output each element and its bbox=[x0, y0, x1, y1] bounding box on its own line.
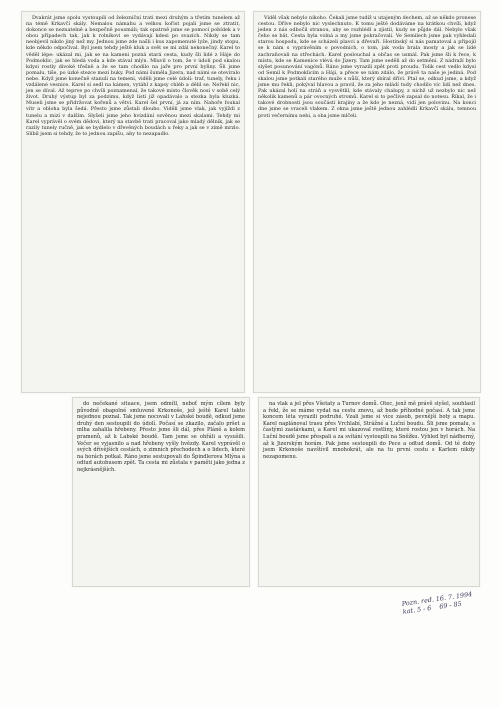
bottom-left-text: do nečekané situace, jsem odmítl, neboť mým cílem byly původně obapolné smluvené Krkonoše, jež ještě Karel takto nejednou poznal. Tak jsme nocovali v Lahské boudě, odkud jsme druhý den sestoupili do údolí. Počasí se zkazilo, začalo pršet a mlha zahalila hřebeny. Přesto jsme šli dál, přes Pláně a kolem pramenů, až k Labské boudě. Tam jsme se ohřáli a vysušili. Večer se vyjasnilo a nad hřebeny vyšly hvězdy. Karel vyprávěl o svých dřívějších cestách, o zimních přechodech a o lidech, které na horách potkal. Ráno jsme sestupovali do Špindlerova Mlýna a odtud autobusem zpět. Ta cesta mi zůstala v paměti jako jedna z nejkrásnějších. bbox=[77, 401, 245, 473]
left-column-text: Dvakrát jsme spolu vystoupili od železniční trati mezi druhým a třetím tunelem až na témě Krkavčí skály. Nemalou námahu a velkou kořist pojali jsme se ztratit, dokonce se neznatelně a bezpečně pousmáli; tak opatrně jsme se pomocí pobídek a v obou případech tak, jak k rolníkovi se vydávají kdesi po svazích. Nikdy se tam neobjevil nikdo jiný než my. Jednou jsme zde našli i kus zapomenuté lyže, jindy stopu, kde někdo odpočíval. Byl jsem tehdy ještě kluk a svět se mi zdál nekonečný. Karel to věděl lépe: ukázal mi, jak se na kameni pozná stará cesta, kudy šli lidé z Háje do Podmoklic, jak se hledá voda a kde stával mlýn. Mluvil o tom, že v údolí pod skalou kdysi rostly divoké třešně a že se tam chodilo na jaře pro první byliny. Šli jsme pomalu, tiše, po úzké stezce mezi buky. Pod námi šuměla Jizera, nad námi se otevíralo nebe. Když jsme konečně stanuli na temeni, viděli jsme celé údolí: trať, tunely, řeku i vzdálené vesnice. Karel si sedl na kámen, vytáhl z kapsy chléb a dělil se. Neřekl nic, jen se díval. Až teprve po chvíli poznamenal, že takové místo člověk nosí v sobě celý život. Druhý výstup byl za podzimu, když listí již opadávalo a stezka byla kluzká. Museli jsme se přidržovat kořenů a větví. Karel šel první, já za ním. Nahoře foukal vítr a obloha byla šedá. Přesto jsme zůstali dlouho. Viděli jsme vlak, jak vyjíždí z tunelu a mizí v dalším. Slyšeli jsme jeho hvízdání ozvěnou mezi skalami. Tehdy mi Karel vyprávěl o svém dědovi, který na stavbě trati pracoval jako mladý dělník, jak se razily tunely ručně, jak se bydlelo v dřevěných boudách u řeky a jak se v zimě mrzlo. Slíbil jsem si tehdy, že to jednou zapíšu, aby to nezapadlo. bbox=[26, 15, 240, 137]
handwritten-note: Pozn. red. 16. 7. 1994 kat. 5 - 6 69 - 85 bbox=[401, 590, 473, 616]
right-column-text: Viděl však nebylo nikoho. Čekali jsme tudíž u utajeným dechem, až se někdo pronese cestou. Dříve nebylo nic vyslechnuto. K tomu ještě dodáváme na krátkou chvíli, když jeden z nás odbočil stranou, aby se rozhlédl a zjistil, kudy se půjde dál. Nebylo však čeho se bát. Cesta byla volná a my jsme pokračovali. Ve Semilech jsme pak vyhledali starou hospodu, kde se scházeli plavci a dřevaři. Hostinský si nás pamatoval a připojil se k nám s vyprávěním o povodních, o tom, jak voda brala mosty a jak se lidé zachraňovali na střechách. Karel poslouchal a občas se usmál. Pak jsme šli k řece, k místu, kde se Kamenice vlévá do Jizery. Tam jsme seděli až do setmění. Z nádraží bylo slyšet posunování vagónů. Ráno jsme vyrazili zpět proti proudu. Tolik cest vedlo kdysi od Semil k Podmoklicím a Háji, a přece se nám zdálo, že právě ta naše je jediná. Pod skalou jsme potkali starého muže s nůší, který sbíral dříví. Ptal se, odkud jsme, a když jsme mu řekli, pokýval hlavou a pravil, že za jeho mládí tudy chodilo víc lidí než dnes. Pak ukázal holí na stráň a vysvětlil, kde stávaly chalupy, z nichž už nezbylo nic než několik kamenů a pár ovocných stromů. Karel si to pečlivě zapsal do notesu. Říkal, že i takové drobnosti jsou součástí krajiny a že kdo je nezná, vidí jen polovinu. Na konci dne jsme se vraceli vlakem. Z okna jsme ještě jednou zahlédli Krkavčí skálu, temnou proti večernímu nebi, a oba jsme mlčeli. bbox=[258, 15, 476, 119]
right-column-clipping bbox=[253, 11, 481, 393]
bottom-right-text: na vlak a jel přes Všetaty a Turnov domů. Otec, jenž mě právě slyšel, souhlasil a řekl, že se máme vydat na cestu znovu, až bude příhodné počasí. A tak jsme koncem léta vyrazili podruhé. Vzali jsme si více zásob, pevnější boty a mapu. Karel naplánoval trasu přes Vrchlabí, Strážné a Luční boudu. Šli jsme pomalu, s častými zastávkami, a Karel mi ukazoval rostliny, které rostou jen v horách. Na Luční boudě jsme přespali a za svítání vystoupili na Sněžku. Výhled byl nádherný, až k Jizerským horám. Pak jsme sestoupili do Pece a odtud domů. Od té doby jsem Krkonoše navštívil mnohokrát, ale na tu první cestu s Karlem nikdy nezapomenu. bbox=[263, 401, 475, 460]
left-column-clipping bbox=[21, 11, 245, 393]
bottom-right-clipping bbox=[258, 397, 480, 587]
bottom-left-clipping bbox=[72, 397, 250, 587]
